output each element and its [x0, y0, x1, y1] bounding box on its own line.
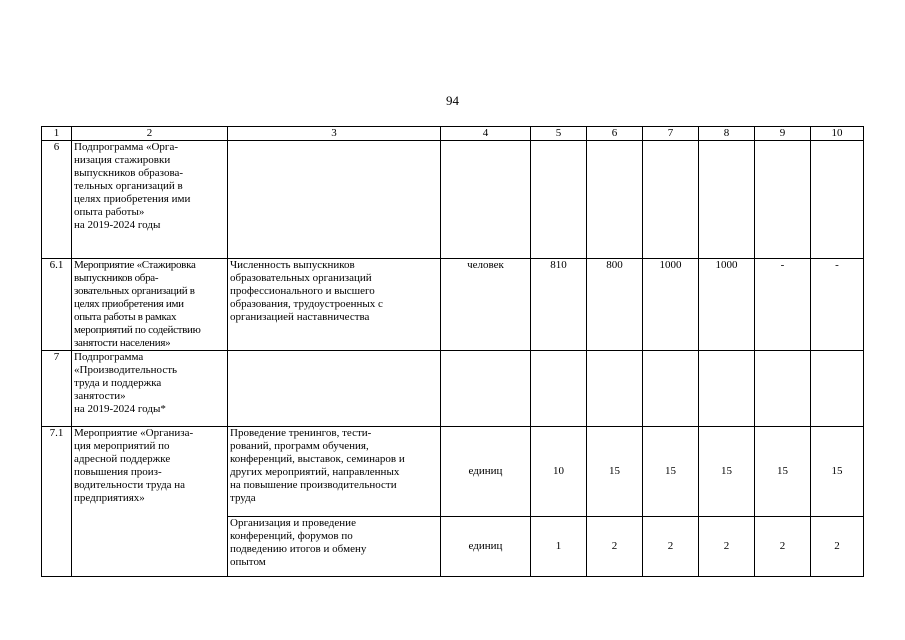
table-row: [42, 141, 864, 259]
row-number: 7.1: [42, 427, 72, 577]
empty-cell: [699, 351, 755, 427]
empty-cell: [228, 141, 441, 259]
value-cell: 15: [587, 427, 643, 517]
empty-cell: [643, 141, 699, 259]
column-header: 6: [587, 127, 643, 141]
column-numbers-row: [42, 127, 864, 141]
empty-cell: [228, 351, 441, 427]
column-header: 8: [699, 127, 755, 141]
column-header: 9: [755, 127, 811, 141]
unit: единиц: [441, 427, 531, 517]
indicator-name: Численность выпускников образовательных организаций профессионального и высшего образования, трудоустроенных с организацией наставничества: [228, 259, 441, 351]
column-header: 2: [72, 127, 228, 141]
value-cell: -: [755, 259, 811, 351]
empty-cell: [587, 351, 643, 427]
empty-cell: [531, 141, 587, 259]
empty-cell: [587, 141, 643, 259]
value-cell: 2: [811, 517, 864, 577]
column-header: 7: [643, 127, 699, 141]
value-cell: 810: [531, 259, 587, 351]
value-cell: 1: [531, 517, 587, 577]
row-number: 6.1: [42, 259, 72, 351]
empty-cell: [441, 141, 531, 259]
indicator-name: Проведение тренингов, тести- рований, программ обучения, конференций, выставок, семинаров и других мероприятий, направленных на повышение производительности труда: [228, 427, 441, 517]
value-cell: 15: [643, 427, 699, 517]
value-cell: 10: [531, 427, 587, 517]
value-cell: 1000: [699, 259, 755, 351]
value-cell: 2: [699, 517, 755, 577]
value-cell: 15: [699, 427, 755, 517]
value-cell: 15: [755, 427, 811, 517]
program-table: [41, 126, 864, 577]
page-number: 94: [446, 93, 459, 108]
empty-cell: [811, 351, 864, 427]
empty-cell: [755, 351, 811, 427]
empty-cell: [811, 141, 864, 259]
empty-cell: [699, 141, 755, 259]
table-row: [42, 259, 864, 351]
program-name: Мероприятие «Организа- ция мероприятий по адресной поддержке повышения произ- водительности труда на предприятиях»: [72, 427, 228, 577]
column-header: 10: [811, 127, 864, 141]
value-cell: 1000: [643, 259, 699, 351]
empty-cell: [755, 141, 811, 259]
empty-cell: [441, 351, 531, 427]
table-row: [42, 351, 864, 427]
row-number: 7: [42, 351, 72, 427]
column-header: 4: [441, 127, 531, 141]
value-cell: 800: [587, 259, 643, 351]
program-name: Подпрограмма «Орга- низация стажировки выпускников образова- тельных организаций в целях приобретения ими опыта работы» на 2019-2024 годы: [72, 141, 228, 259]
program-name: Мероприятие «Стажировка выпускников обра- зовательных организаций в целях приобретения ими опыта работы в рамках мероприятий по содействию занятости населения»: [72, 259, 228, 351]
unit: единиц: [441, 517, 531, 577]
value-cell: -: [811, 259, 864, 351]
row-number: 6: [42, 141, 72, 259]
program-name: Подпрограмма «Производительность труда и поддержка занятости» на 2019-2024 годы*: [72, 351, 228, 427]
value-cell: 2: [755, 517, 811, 577]
column-header: 1: [42, 127, 72, 141]
indicator-name: Организация и проведение конференций, форумов по подведению итогов и обмену опытом: [228, 517, 441, 577]
column-header: 3: [228, 127, 441, 141]
empty-cell: [531, 351, 587, 427]
empty-cell: [643, 351, 699, 427]
column-header: 5: [531, 127, 587, 141]
value-cell: 2: [587, 517, 643, 577]
table-row: [42, 427, 864, 517]
value-cell: 15: [811, 427, 864, 517]
value-cell: 2: [643, 517, 699, 577]
unit: человек: [441, 259, 531, 351]
